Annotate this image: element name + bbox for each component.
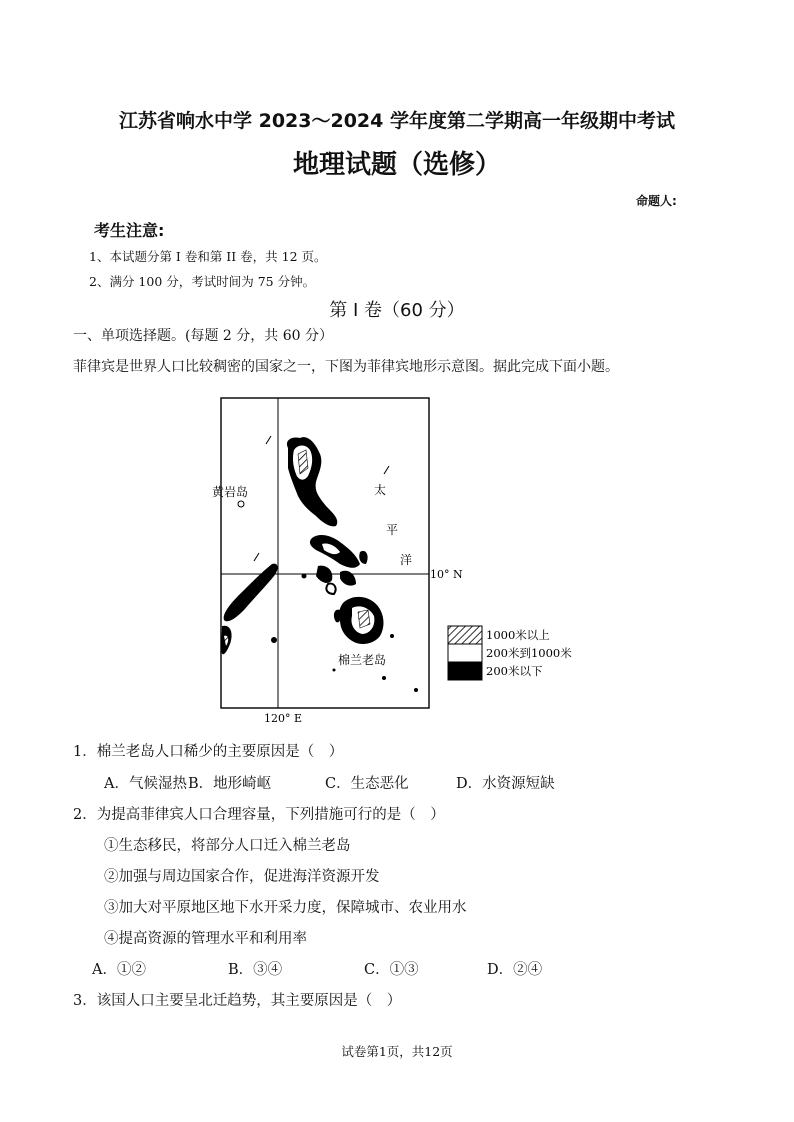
question-2-stem: 2．为提高菲律宾人口合理容量，下列措施可行的是（ ） [73,807,445,823]
exam-subtitle: 地理试题（选修） [292,150,501,180]
huangyan-island-marker [238,501,244,507]
question-3-stem: 3．该国人口主要呈北迁趋势，其主要原因是（ ） [73,993,402,1009]
question-2-option-b[interactable]: B．③④ [228,962,283,978]
label-yang: 洋 [400,553,413,567]
question-2-option-c[interactable]: C．①③ [364,962,419,978]
part-heading: 一、单项选择题。(每题 2 分，共 60 分） [73,328,333,344]
legend-label-high: 1000米以上 [486,628,550,642]
question-2-item: ③加大对平原地区地下水开采力度，保障城市、农业用水 [104,900,467,916]
label-tai: 太 [374,483,387,497]
label-mindanao: 棉兰老岛 [338,653,387,667]
question-1-option-d[interactable]: D．水资源短缺 [456,776,555,792]
page-footer: 试卷第1页，共12页 [341,1044,453,1059]
question-2-item: ②加强与周边国家合作，促进海洋资源开发 [104,869,380,885]
philippines-terrain-map [208,388,588,728]
question-2-item: ①生态移民，将部分人口迁入棉兰老岛 [104,838,351,854]
legend-swatch-low [448,662,482,680]
question-2-option-a[interactable]: A．①② [92,962,146,978]
author-label: 命题人: [636,194,677,208]
question-intro: 菲律宾是世界人口比较稠密的国家之一，下图为菲律宾地形示意图。据此完成下面小题。 [73,359,619,375]
question-2-item: ④提高资源的管理水平和利用率 [104,931,307,947]
label-lat: 10° N [430,568,463,581]
map-legend [448,626,572,680]
notice-heading: 考生注意: [94,221,165,240]
notice-item: 2、满分 100 分，考试时间为 75 分钟。 [89,274,316,289]
legend-swatch-mid [448,644,482,662]
label-ping: 平 [386,523,399,537]
notice-item: 1、本试题分第 I 卷和第 II 卷，共 12 页。 [89,249,327,264]
question-2-option-d[interactable]: D．②④ [487,962,543,978]
legend-label-low: 200米以下 [486,664,543,678]
legend-label-mid: 200米到1000米 [486,646,572,660]
legend-swatch-high [448,626,482,644]
label-huangyan: 黄岩岛 [212,485,249,499]
question-1-option-b[interactable]: B．地形崎岖 [188,776,272,792]
section-title: 第 I 卷（60 分） [329,300,465,321]
question-1-option-c[interactable]: C．生态恶化 [325,776,409,792]
label-lon: 120° E [264,712,303,725]
exam-title: 江苏省响水中学 2023～2024 学年度第二学期高一年级期中考试 [119,110,675,132]
question-1-stem: 1．棉兰老岛人口稀少的主要原因是（ ） [73,744,344,760]
question-1-option-a[interactable]: A．气候湿热 [104,776,187,792]
